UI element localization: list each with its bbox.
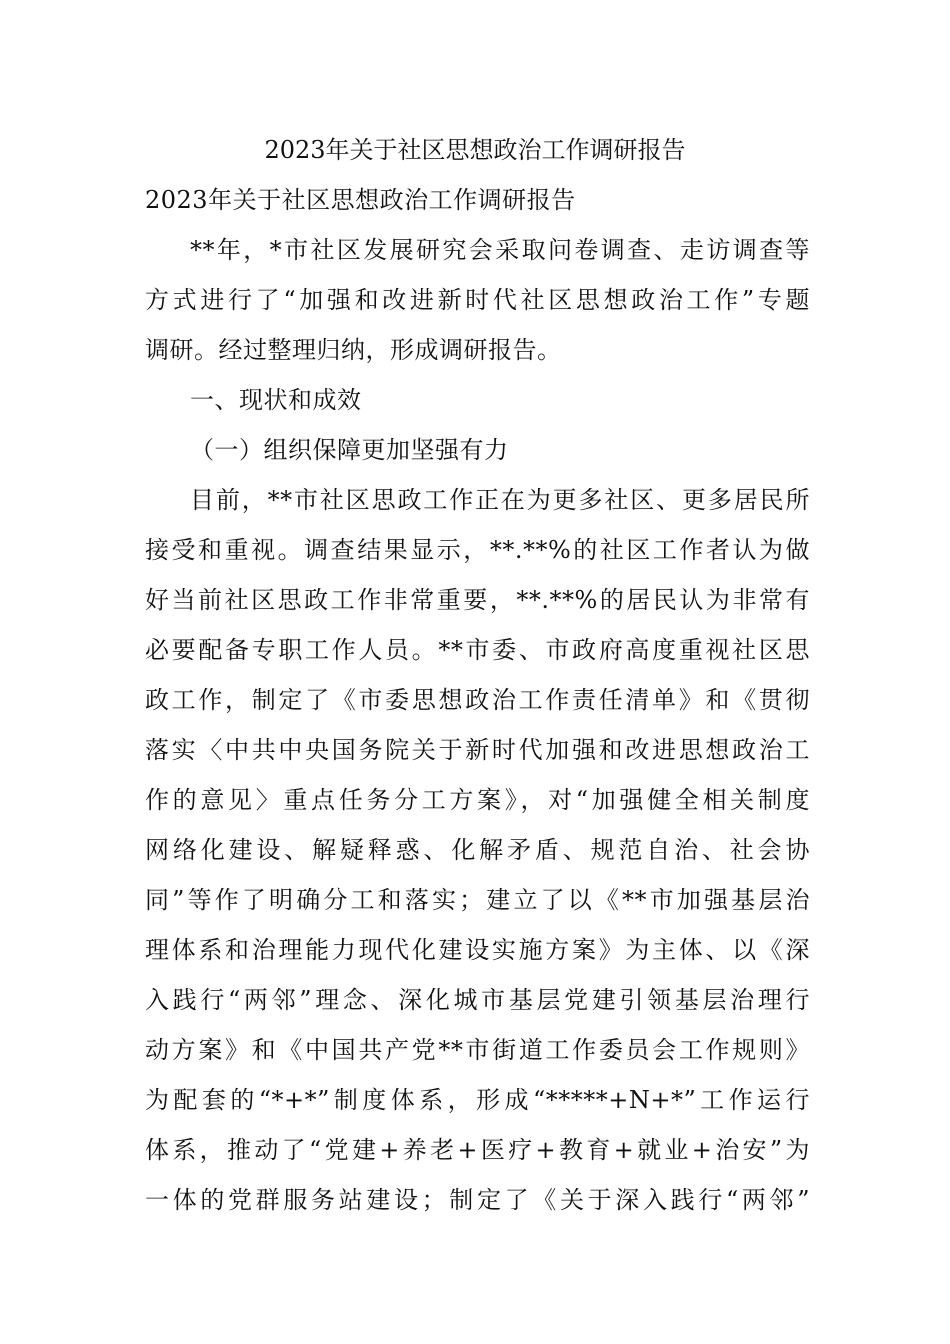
body-line: 政工作，制定了《市委思想政治工作责任清单》和《贯彻 (145, 686, 810, 714)
subsection-heading: （一）组织保障更加坚强有力 (190, 436, 509, 464)
body-line: 好当前社区思政工作非常重要，**.**%的居民认为非常有 (145, 586, 810, 614)
body-line: 必要配备专职工作人员。**市委、市政府高度重视社区思 (145, 636, 810, 664)
body-line: 作的意见〉重点任务分工方案》，对“加强健全相关制度 (145, 786, 810, 814)
document-title: 2023年关于社区思想政治工作调研报告 (264, 136, 686, 164)
document-subtitle: 2023年关于社区思想政治工作调研报告 (145, 186, 576, 214)
body-line: 一体的党群服务站建设；制定了《关于深入践行“两邻” (145, 1186, 810, 1214)
body-line: 动方案》和《中国共产党**市街道工作委员会工作规则》 (145, 1036, 810, 1064)
section-heading: 一、现状和成效 (190, 386, 362, 414)
intro-line-1: **年，*市社区发展研究会采取问卷调查、走访调查等 (190, 236, 810, 264)
body-line: 网络化建设、解疑释惑、化解矛盾、规范自治、社会协 (145, 836, 810, 864)
body-line: 目前，**市社区思政工作正在为更多社区、更多居民所 (190, 486, 810, 514)
body-line: 理体系和治理能力现代化建设实施方案》为主体、以《深 (145, 936, 810, 964)
body-line: 同”等作了明确分工和落实；建立了以《**市加强基层治 (145, 886, 810, 914)
intro-line-2: 方式进行了“加强和改进新时代社区思想政治工作”专题 (145, 286, 810, 314)
body-line: 体系，推动了“党建+养老+医疗+教育+就业+治安”为 (145, 1136, 810, 1164)
intro-line-3: 调研。经过整理归纳，形成调研报告。 (145, 336, 562, 364)
body-line: 接受和重视。调查结果显示，**.**%的社区工作者认为做 (145, 536, 810, 564)
body-line: 为配套的“*+*”制度体系，形成“*****+N+*”工作运行 (145, 1086, 810, 1114)
body-line: 入践行“两邻”理念、深化城市基层党建引领基层治理行 (145, 986, 810, 1014)
body-line: 落实〈中共中央国务院关于新时代加强和改进思想政治工 (145, 736, 810, 764)
